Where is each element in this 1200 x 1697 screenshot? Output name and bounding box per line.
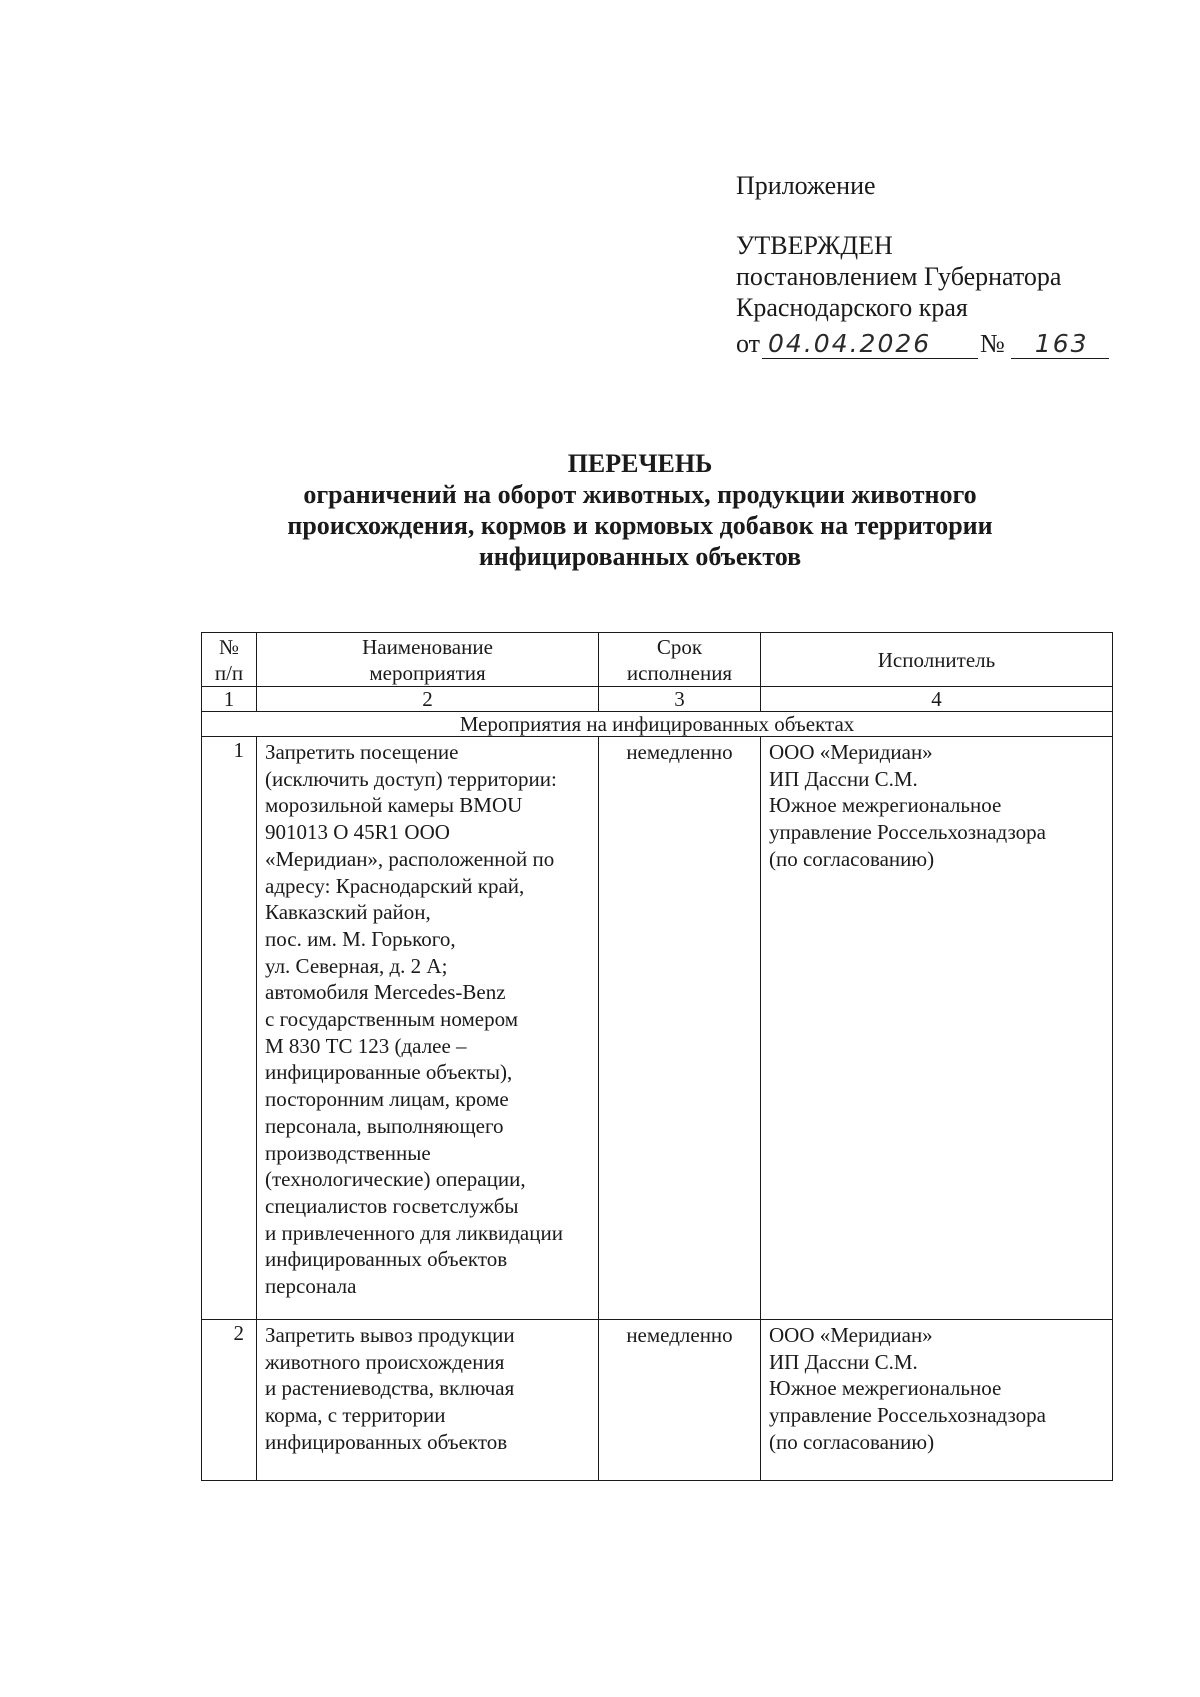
- row-measure: Запретить посещение (исключить доступ) территории: морозильной камеры BMOU 901013 О 45R1 ООО «Меридиан», расположенной по адресу: Краснодарский край, Кавказский район, пос. им. М. Горького, ул. Северная, д. 2 А; автомобиля Mercedes-Benz с государственным номером М 830 ТС 123 (далее – инфицированные объекты), посторонним лицам, кроме персонала, выполняющего производственные (технологические) операции, специалистов госветслужбы и привлеченного для ликвидации инфицированных объектов персонала: [257, 737, 599, 1320]
- number-sign: №: [980, 329, 1005, 358]
- header-num: № п/п: [202, 633, 257, 687]
- row-executor: ООО «Меридиан» ИП Дассни С.М. Южное межрегиональное управление Россельхознадзора (по согласованию): [761, 737, 1113, 1320]
- row-measure: Запретить вывоз продукции животного происхождения и растениеводства, включая корма, с территории инфицированных объектов: [257, 1320, 599, 1481]
- column-number: 4: [761, 687, 1113, 712]
- approval-block: [736, 170, 1136, 359]
- column-number-row: [202, 687, 1113, 712]
- title-line-3: инфицированных объектов: [478, 542, 802, 571]
- row-term: немедленно: [599, 1320, 761, 1481]
- table-row: [202, 737, 1113, 1320]
- header-name: Наименование мероприятия: [257, 633, 599, 687]
- row-number: 2: [202, 1320, 257, 1481]
- row-term: немедленно: [599, 737, 761, 1320]
- section-title: Мероприятия на инфицированных объектах: [202, 712, 1113, 737]
- approved-label: УТВЕРЖДЕН: [736, 231, 893, 260]
- title-line-1: ограничений на оборот животных, продукции животного: [303, 480, 977, 509]
- order-line: [736, 323, 1136, 359]
- column-number: 3: [599, 687, 761, 712]
- approval-line-1: постановлением Губернатора: [736, 262, 1062, 291]
- handwritten-number: 163: [1011, 330, 1109, 359]
- table-header-row: [202, 633, 1113, 687]
- row-executor: ООО «Меридиан» ИП Дассни С.М. Южное межрегиональное управление Россельхознадзора (по согласованию): [761, 1320, 1113, 1481]
- date-prefix: от: [736, 329, 761, 358]
- title-heading: ПЕРЕЧЕНЬ: [567, 449, 713, 478]
- handwritten-date: 04.04.2026: [762, 330, 978, 359]
- header-executor: Исполнитель: [761, 633, 1113, 687]
- section-row: [202, 712, 1113, 737]
- approval-line-2: Краснодарского края: [736, 293, 968, 322]
- column-number: 1: [202, 687, 257, 712]
- appendix-label: Приложение: [736, 171, 876, 200]
- table-row: [202, 1320, 1113, 1481]
- header-term: Срок исполнения: [599, 633, 761, 687]
- measures-table: [201, 632, 1113, 1481]
- title-line-2: происхождения, кормов и кормовых добавок на территории: [287, 511, 993, 540]
- row-number: 1: [202, 737, 257, 1320]
- document-title: [200, 448, 1080, 572]
- column-number: 2: [257, 687, 599, 712]
